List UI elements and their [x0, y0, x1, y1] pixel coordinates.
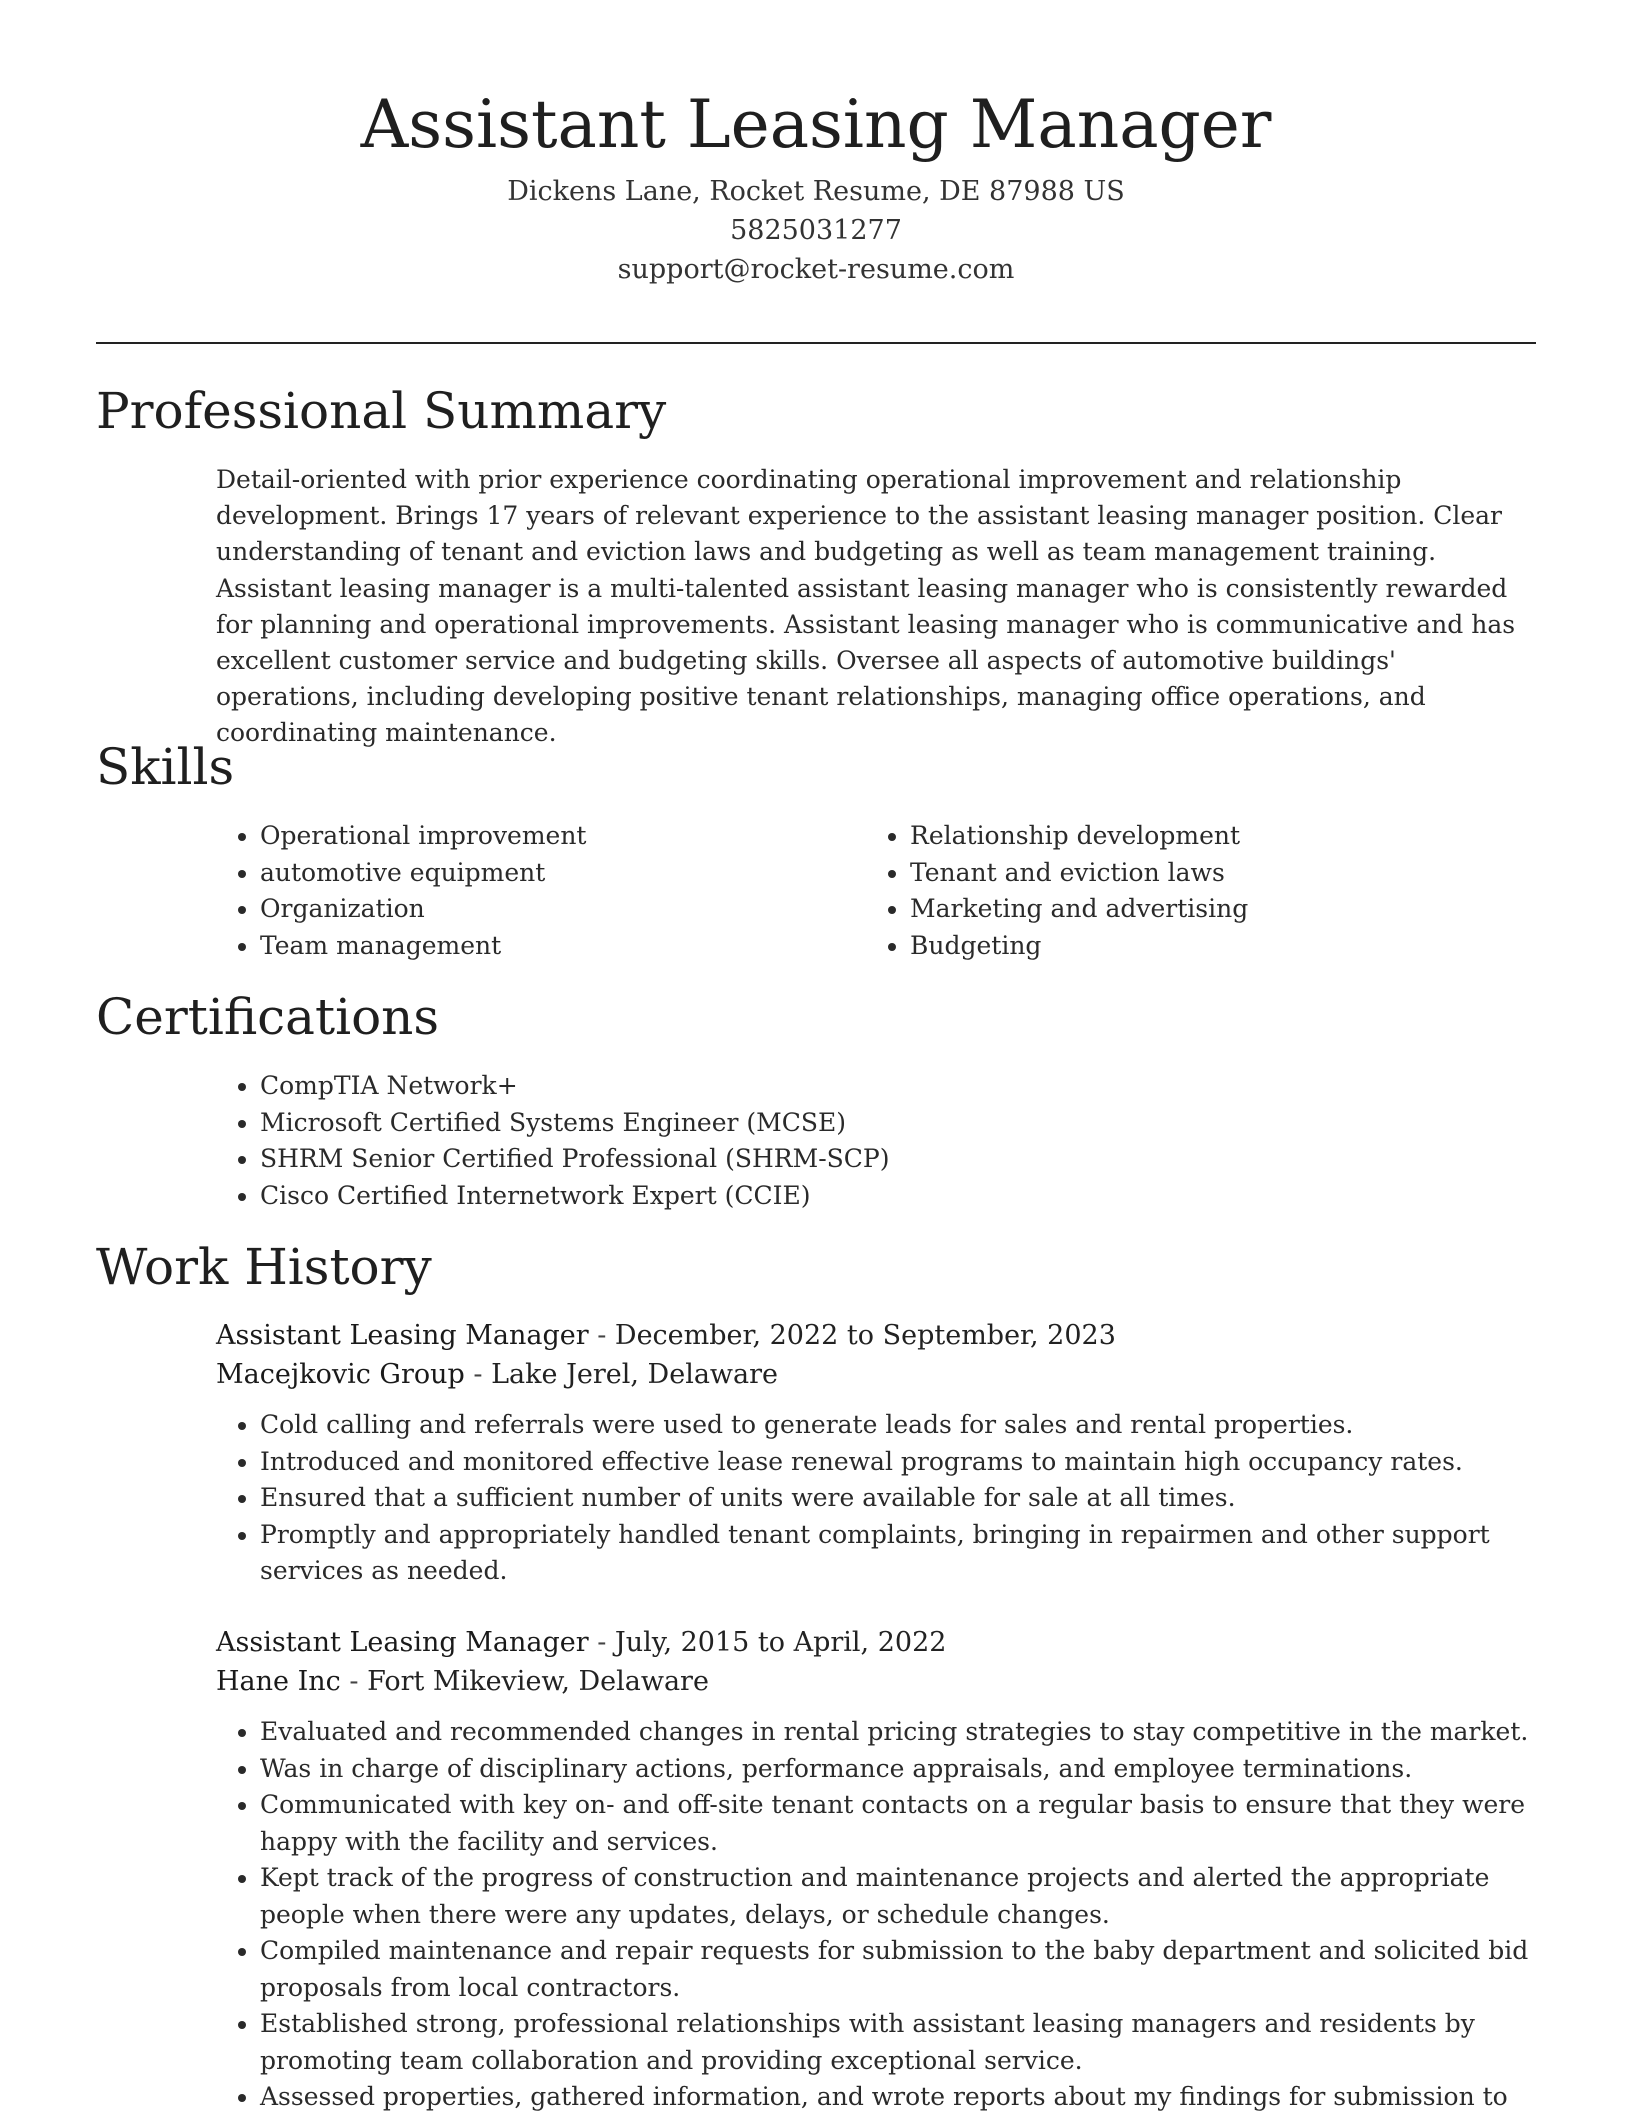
job-bullet: • Cold calling and referrals were used to generate leads for sales and rental properties.	[260, 1407, 1536, 1444]
skill-item: • Operational improvement	[260, 818, 816, 855]
job-bullet: • Established strong, professional relationships with assistant leasing managers and residents by promoting team collaboration and providing exceptional service.	[260, 2006, 1536, 2079]
job-separator: -	[588, 1320, 615, 1351]
job-title: Assistant Leasing Manager	[216, 1627, 589, 1658]
job-bullet: • Kept track of the progress of construction and maintenance projects and alerted the appropriate people when there were any updates, delays, or schedule changes.	[260, 1860, 1536, 1933]
job-dates: July, 2015 to April, 2022	[614, 1627, 947, 1658]
certification-item: • SHRM Senior Certified Professional (SHRM-SCP)	[260, 1141, 1536, 1178]
summary-text: Detail-oriented with prior experience coordinating operational improvement and relationship development. Brings 17 years of relevant experience to the assistant leasing manager position. Clear understanding of tenant and eviction laws and budgeting as well as team management training. Assistant leasing manager is a multi-talented assistant leasing manager who is consistently rewarded for planning and operational improvements. Assistant leasing manager who is communicative and has excellent customer service and budgeting skills. Oversee all aspects of automotive buildings' operations, including developing positive tenant relationships, managing office operations, and coordinating maintenance.	[216, 465, 1516, 748]
work-history-heading: Work History	[96, 1238, 432, 1296]
header-divider	[96, 342, 1536, 344]
certifications-list	[216, 1068, 1536, 1214]
skill-item: • Tenant and eviction laws	[910, 855, 1466, 892]
job-bullet: • Ensured that a sufficient number of units were available for sale at all times.	[260, 1480, 1536, 1517]
job-bullet: • Assessed properties, gathered information, and wrote reports about my findings for submission to	[260, 2079, 1536, 2112]
job-separator: -	[588, 1627, 615, 1658]
job-separator: -	[340, 1666, 368, 1697]
job-company-line	[216, 1662, 1536, 1701]
job-location: Lake Jerel, Delaware	[491, 1359, 779, 1390]
resume-header	[96, 78, 1536, 289]
job-entry	[216, 1316, 1536, 1590]
job-bullet: • Introduced and monitored effective lease renewal programs to maintain high occupancy rates.	[260, 1444, 1536, 1481]
skills-column-right	[866, 818, 1466, 964]
skill-item: • automotive equipment	[260, 855, 816, 892]
skills-heading: Skills	[96, 738, 235, 796]
job-company-line	[216, 1355, 1536, 1394]
skill-item: • Organization	[260, 891, 816, 928]
summary-heading: Professional Summary	[96, 382, 667, 440]
contact-phone: 5825031277	[730, 215, 902, 246]
skill-item: • Relationship development	[910, 818, 1466, 855]
job-bullet: • Was in charge of disciplinary actions, performance appraisals, and employee terminations.	[260, 1751, 1536, 1788]
job-entry	[216, 1623, 1536, 2112]
certification-item: • Cisco Certified Internetwork Expert (CCIE)	[260, 1178, 1536, 1215]
skills-column-left	[216, 818, 816, 964]
skill-item: • Team management	[260, 928, 816, 965]
job-bullet: • Compiled maintenance and repair requests for submission to the baby department and solicited bid proposals from local contractors.	[260, 1933, 1536, 2006]
job-company: Hane Inc	[216, 1666, 341, 1697]
job-bullet: • Promptly and appropriately handled tenant complaints, bringing in repairmen and other support services as needed.	[260, 1517, 1536, 1590]
contact-address: Dickens Lane, Rocket Resume, DE 87988 US	[507, 176, 1125, 207]
job-title-line	[216, 1316, 1536, 1355]
job-location: Fort Mikeview, Delaware	[367, 1666, 709, 1697]
job-title-line	[216, 1623, 1536, 1662]
skill-item: • Budgeting	[910, 928, 1466, 965]
certification-item: • Microsoft Certified Systems Engineer (MCSE)	[260, 1105, 1536, 1142]
candidate-name: Assistant Leasing Manager	[360, 86, 1272, 163]
job-title: Assistant Leasing Manager	[216, 1320, 589, 1351]
skill-item: • Marketing and advertising	[910, 891, 1466, 928]
certifications-heading: Certifications	[96, 988, 440, 1046]
job-bullet: • Communicated with key on- and off-site tenant contacts on a regular basis to ensure that they were happy with the facility and services.	[260, 1787, 1536, 1860]
job-bullet: • Evaluated and recommended changes in rental pricing strategies to stay competitive in the market.	[260, 1714, 1536, 1751]
certification-item: • CompTIA Network+	[260, 1068, 1536, 1105]
job-dates: December, 2022 to September, 2023	[614, 1320, 1116, 1351]
job-company: Macejkovic Group	[216, 1359, 465, 1390]
contact-email: support@rocket-resume.com	[617, 254, 1015, 285]
job-separator: -	[464, 1359, 492, 1390]
